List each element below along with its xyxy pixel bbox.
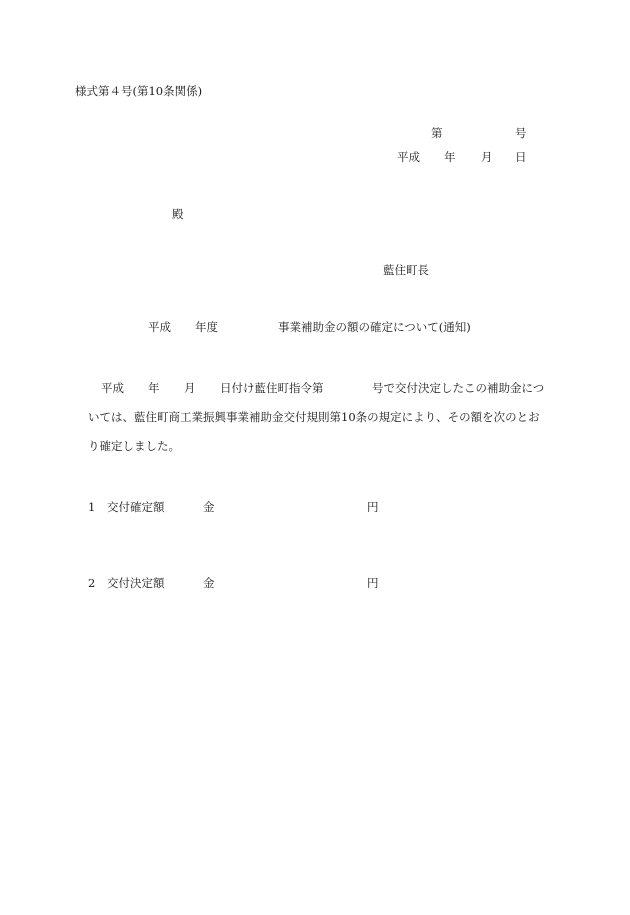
title-era: 平成 xyxy=(148,320,171,334)
issue-date-month-unit: 月 xyxy=(481,150,493,164)
item-number: 2 xyxy=(88,576,96,590)
item-label: 交付決定額 xyxy=(107,576,165,590)
item-currency-unit: 円 xyxy=(367,576,379,590)
document-number-suffix: 号 xyxy=(515,126,527,140)
item-currency-unit: 円 xyxy=(367,500,379,514)
item-number: 1 xyxy=(88,500,96,514)
issue-date-era: 平成 xyxy=(397,150,420,164)
body-month-unit: 月 xyxy=(184,381,196,395)
form-number: 様式第４号(第10条関係) xyxy=(75,84,203,98)
addressee-honorific: 殿 xyxy=(172,207,184,221)
body-line2: いては、藍住町商工業振興事業補助金交付規則第10条の規定により、その額を次のとお xyxy=(88,410,540,424)
body-year-unit: 年 xyxy=(148,381,160,395)
item-label: 交付確定額 xyxy=(107,500,165,514)
body-line3: り確定しました。 xyxy=(88,439,180,453)
issue-date-day-unit: 日 xyxy=(515,150,527,164)
item-currency-prefix: 金 xyxy=(203,576,215,590)
issuer-name: 藍住町長 xyxy=(383,263,429,277)
body-era: 平成 xyxy=(101,381,124,395)
issue-date-year-unit: 年 xyxy=(444,150,456,164)
title-year-unit: 年度 xyxy=(195,320,218,334)
title-text: 事業補助金の額の確定について(通知) xyxy=(278,320,471,334)
document-number-prefix: 第 xyxy=(431,126,443,140)
body-date-reference: 日付け藍住町指令第 xyxy=(220,381,324,395)
item-currency-prefix: 金 xyxy=(203,500,215,514)
body-line1-tail: 号で交付決定したこの補助金につ xyxy=(372,381,545,395)
